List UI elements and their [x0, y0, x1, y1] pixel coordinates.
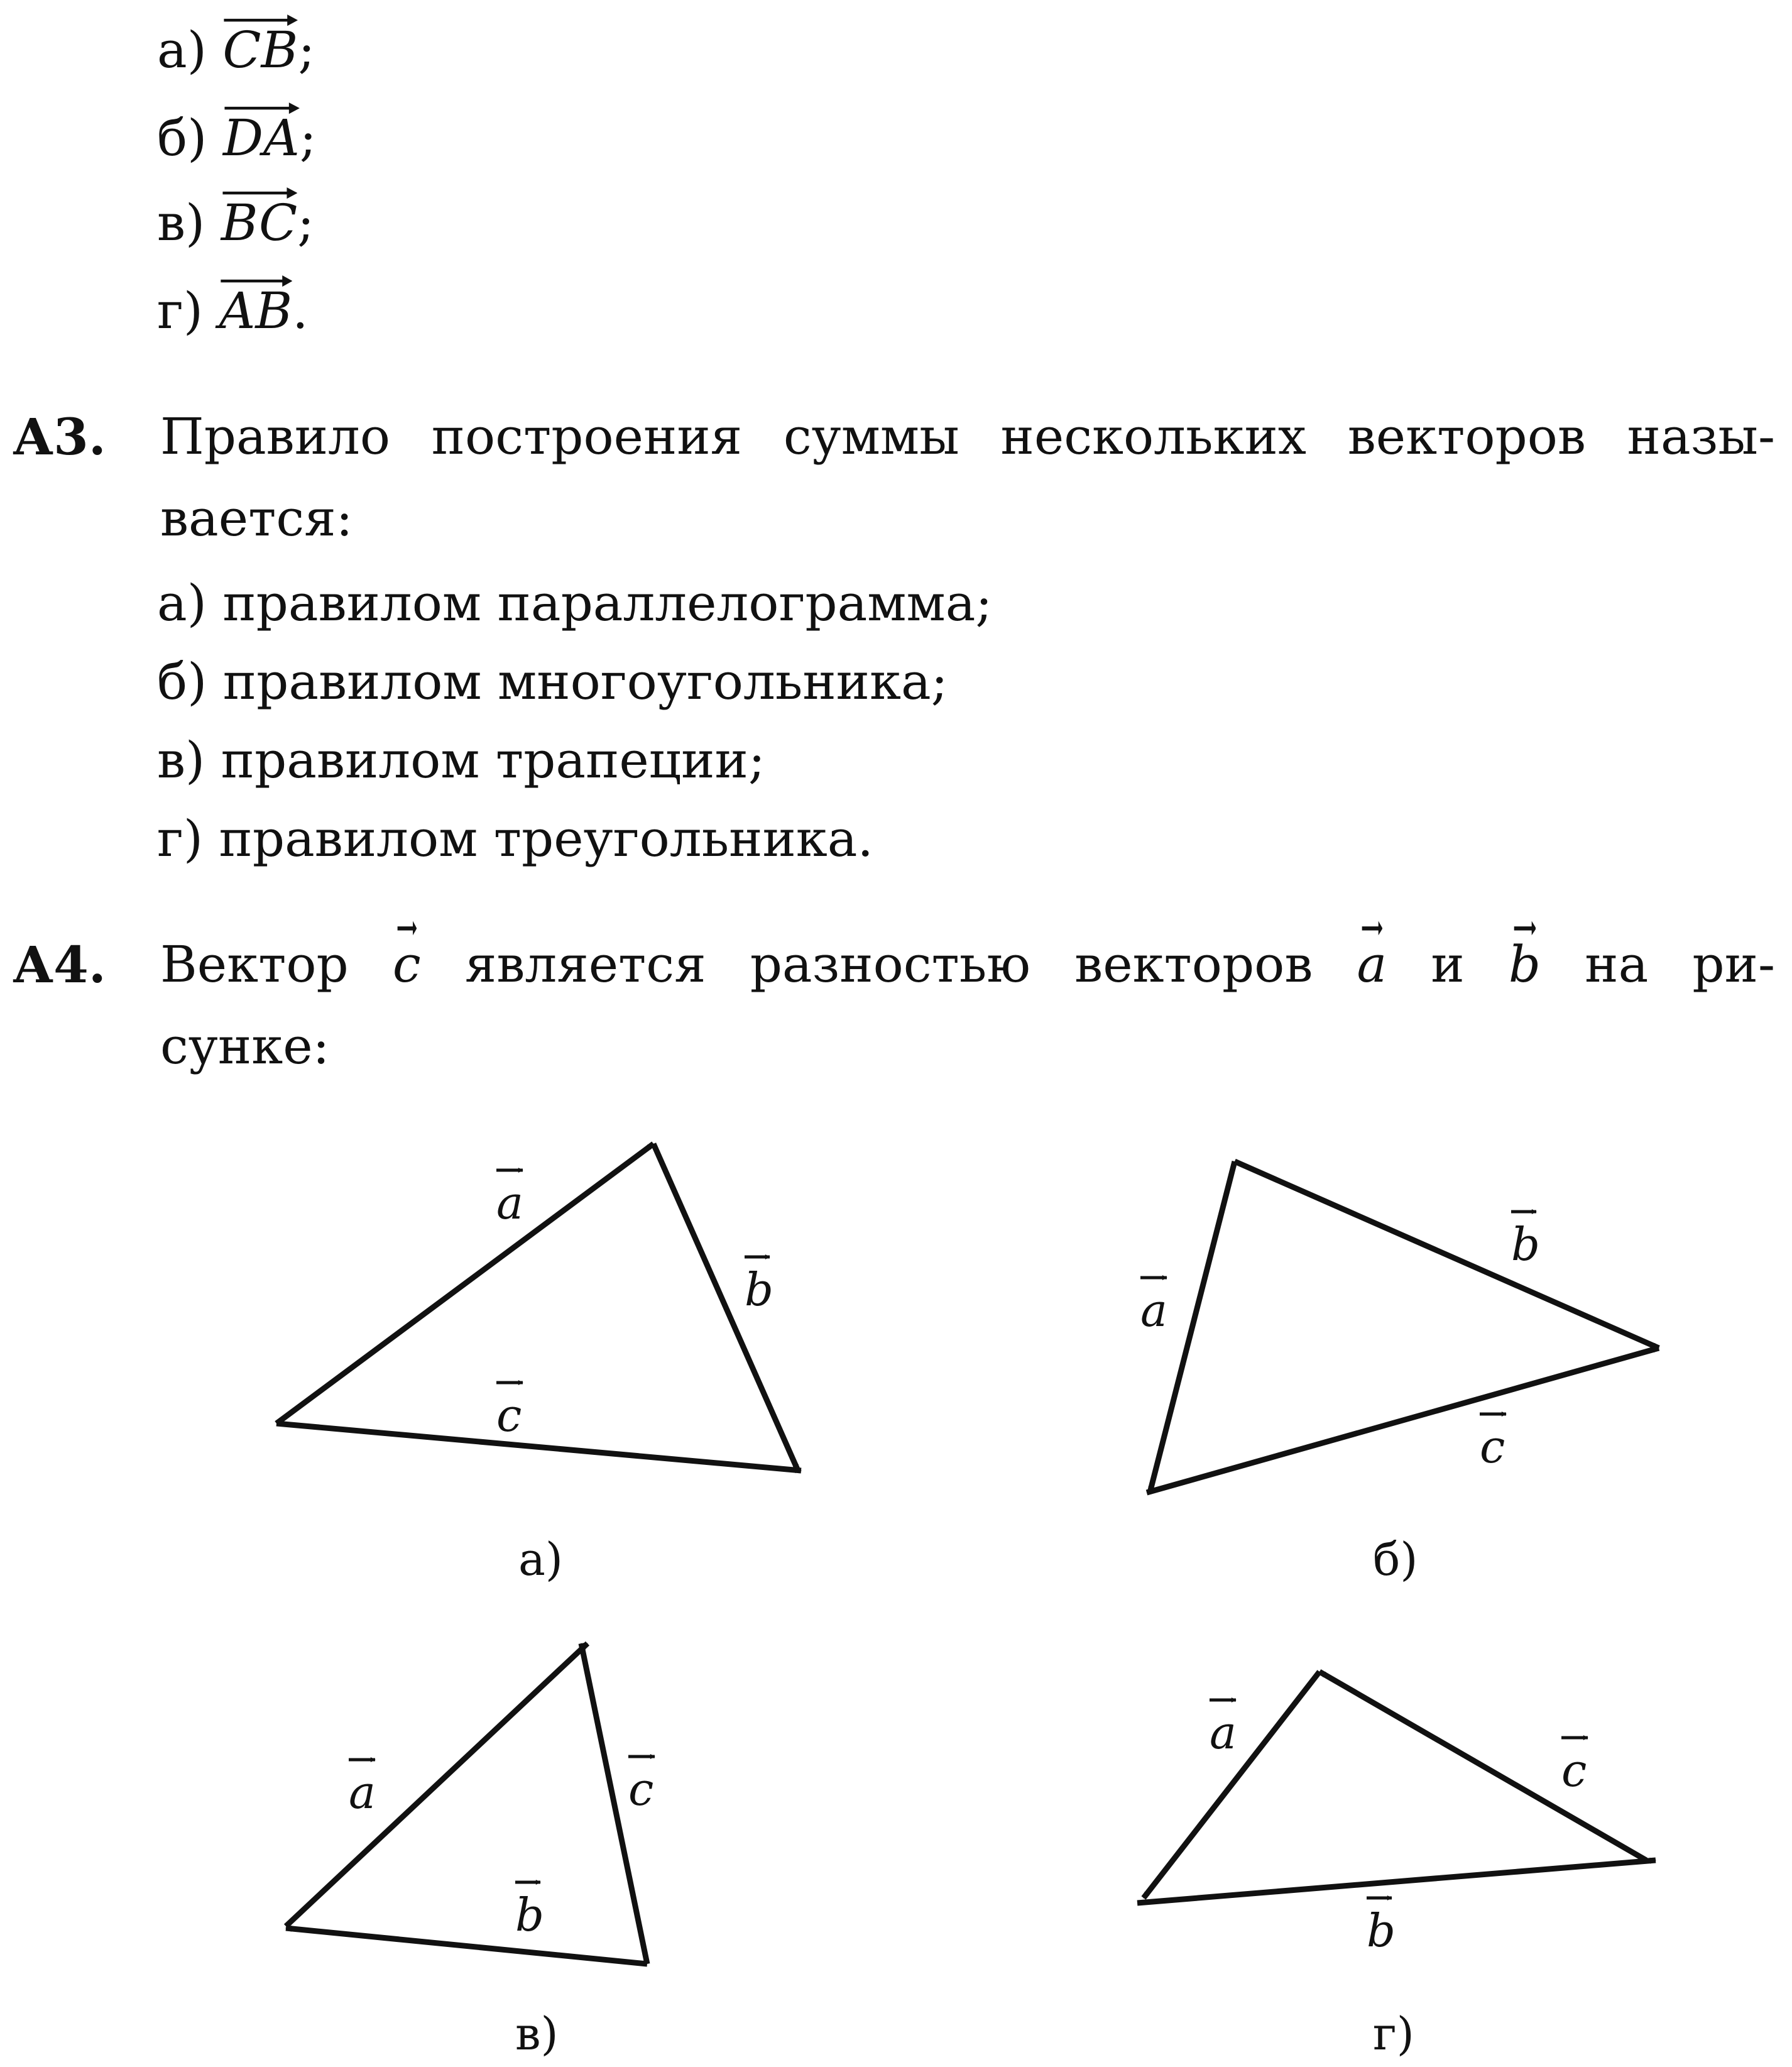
vector-cb: CB — [222, 25, 298, 75]
figure-a-label-b: b — [745, 1263, 774, 1316]
a3-option-b: б) правилом многоугольника; — [157, 652, 948, 711]
figure-b — [1147, 1161, 1659, 1493]
vector-ab: AB — [219, 286, 293, 336]
a3-option-d: г) правилом треугольника. — [157, 809, 873, 868]
figure-a-label-a: a — [496, 1176, 523, 1229]
vector-da: DA — [223, 113, 300, 163]
figure-a-vector-c — [276, 1423, 801, 1471]
figure-c-label-b: b — [515, 1889, 545, 1941]
figure-a-caption: а) — [518, 1533, 564, 1586]
vector-bc: BC — [221, 198, 297, 248]
vector-a-inline: a — [1357, 940, 1387, 990]
figure-c-label-a: a — [349, 1766, 376, 1819]
a2-option-d: г) AB. — [157, 286, 309, 336]
figure-b-vector-c — [1147, 1348, 1659, 1493]
vector-b-inline: b — [1509, 940, 1541, 990]
vector-c-inline: c — [393, 940, 421, 990]
figure-c-caption: в) — [515, 2007, 559, 2060]
figure-d-label-b: b — [1367, 1904, 1396, 1957]
a2-option-c: в) BC; — [157, 198, 314, 248]
figure-c-label-c: c — [628, 1763, 654, 1816]
a3-option-c: в) правилом трапеции; — [157, 731, 765, 789]
figure-b-caption: б) — [1373, 1533, 1418, 1586]
figure-d-vector-a — [1144, 1672, 1319, 1898]
a3-option-a: а) правилом параллелограмма; — [157, 574, 993, 632]
figure-a-vector-b — [653, 1144, 798, 1471]
figure-d-vector-c — [1319, 1672, 1646, 1860]
question-number: А3. — [13, 407, 106, 466]
figure-b-vector-b — [1235, 1161, 1659, 1348]
figure-a-vector-a — [276, 1144, 653, 1423]
figure-d-label-c: c — [1561, 1744, 1587, 1797]
figure-d-label-a: a — [1210, 1706, 1237, 1759]
figure-c-vector-b — [286, 1928, 647, 1964]
figure-b-label-c: c — [1480, 1420, 1505, 1473]
a2-option-b: б) DA; — [157, 113, 317, 163]
question-number: А4. — [13, 935, 106, 994]
question-text-line1: Правило построения суммы нескольких векторов назы- — [160, 407, 1775, 466]
figure-b-label-b: b — [1511, 1218, 1541, 1271]
figure-d-caption: г) — [1373, 2007, 1414, 2060]
a2-option-a: а) CB; — [157, 25, 315, 75]
figure-c-vector-a — [286, 1643, 587, 1926]
figure-c — [286, 1643, 647, 1964]
question-text-line1: Вектор c является разностью векторов a и b на ри- — [160, 940, 1775, 990]
question-text-line2: сунке: — [160, 1017, 330, 1075]
figure-d-vector-b — [1137, 1860, 1656, 1903]
figure-a — [276, 1144, 801, 1471]
figure-a-label-c: c — [496, 1389, 522, 1442]
question-text-line2: вается: — [160, 489, 353, 547]
figure-b-label-a: a — [1140, 1284, 1167, 1337]
